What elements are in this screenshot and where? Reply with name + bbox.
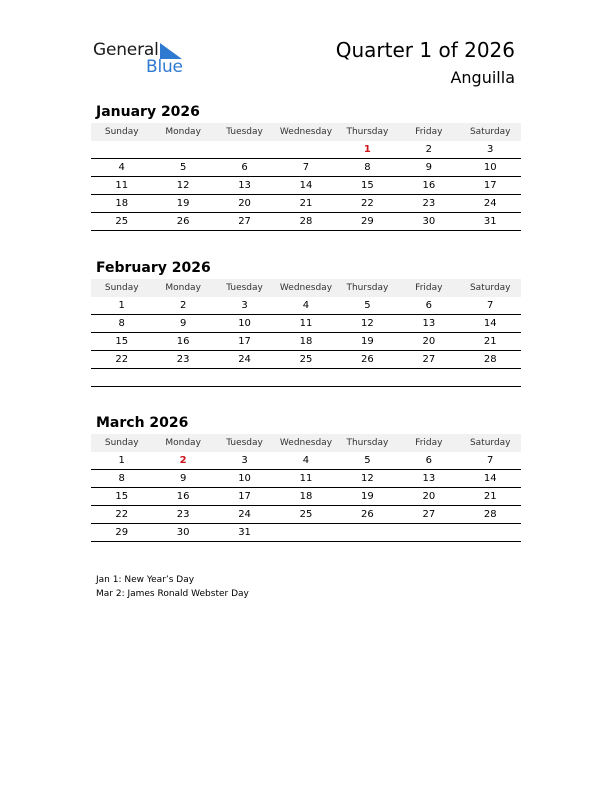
month-calendar-march: [91, 413, 521, 542]
day-cell: 5: [364, 455, 371, 466]
weekday-label: Tuesday: [226, 438, 263, 448]
day-cell: 10: [483, 162, 497, 173]
week-row: [91, 524, 521, 542]
day-cell: 26: [176, 216, 190, 227]
holiday-notes: [96, 573, 249, 601]
day-cell: 25: [299, 509, 313, 520]
day-cell: 9: [179, 473, 187, 484]
week-row: [91, 195, 521, 213]
day-cell: 5: [364, 300, 371, 311]
day-cell: [91, 141, 152, 158]
day-cell: 5: [179, 162, 187, 173]
week-row: [91, 213, 521, 231]
day-cell: 12: [361, 473, 374, 484]
day-cell: 9: [179, 318, 187, 329]
day-cell: 26: [361, 354, 374, 365]
day-cell: 13: [422, 473, 436, 484]
day-cell: 17: [238, 491, 251, 502]
week-row: [91, 506, 521, 524]
day-cell: 26: [361, 509, 374, 520]
day-cell: 4: [118, 162, 125, 173]
generalblue-logo: [93, 40, 193, 80]
day-cell: 10: [238, 318, 251, 329]
day-cell: 25: [115, 216, 129, 227]
holiday-note: Jan 1: New Year’s Day: [96, 575, 195, 585]
weekday-label: Sunday: [104, 438, 139, 448]
week-row: [91, 470, 521, 488]
day-cell: 31: [483, 216, 497, 227]
day-cell: [275, 141, 336, 158]
month-calendar-january: [91, 102, 521, 231]
weekday-label: Wednesday: [279, 127, 333, 137]
day-cell: 12: [176, 180, 190, 191]
day-cell: 8: [118, 318, 125, 329]
weekday-label: Monday: [165, 127, 201, 137]
day-cell: 23: [176, 354, 190, 365]
day-cell: [91, 369, 152, 386]
day-cell: 30: [422, 216, 436, 227]
day-cell: 8: [364, 162, 371, 173]
holiday-day-cell: 2: [179, 455, 187, 466]
weekday-header: [91, 123, 521, 141]
weekday-label: Saturday: [469, 127, 511, 137]
month-title: March 2026: [96, 415, 189, 431]
week-row: [91, 315, 521, 333]
day-cell: 24: [238, 509, 251, 520]
weekday-header: [91, 434, 521, 452]
week-row: [91, 351, 521, 369]
weekday-label: Sunday: [104, 127, 139, 137]
weekday-label: Friday: [415, 283, 443, 293]
day-cell: 19: [361, 491, 374, 502]
country-name: Anguilla: [450, 68, 515, 87]
day-cell: 15: [361, 180, 374, 191]
day-cell: 28: [483, 354, 497, 365]
day-cell: 2: [179, 300, 187, 311]
day-cell: 6: [425, 455, 432, 466]
day-cell: 19: [361, 336, 374, 347]
day-cell: 27: [422, 509, 436, 520]
day-cell: 16: [422, 180, 436, 191]
day-cell: 17: [238, 336, 251, 347]
day-cell: [460, 369, 521, 386]
week-row: [91, 141, 521, 159]
day-cell: [460, 524, 521, 541]
day-cell: 21: [483, 336, 497, 347]
day-cell: 25: [299, 354, 313, 365]
weekday-label: Friday: [415, 127, 443, 137]
weekday-header: [91, 279, 521, 297]
day-cell: [398, 524, 459, 541]
weekday-label: Saturday: [469, 438, 511, 448]
day-cell: 21: [483, 491, 497, 502]
day-cell: 15: [115, 491, 129, 502]
day-cell: 24: [238, 354, 251, 365]
day-cell: 18: [299, 336, 313, 347]
day-cell: 18: [299, 491, 313, 502]
day-cell: 14: [483, 318, 497, 329]
day-cell: 29: [361, 216, 374, 227]
weekday-label: Thursday: [346, 438, 389, 448]
page-title: Quarter 1 of 2026: [335, 38, 515, 62]
weekday-label: Tuesday: [226, 127, 263, 137]
day-cell: 13: [422, 318, 436, 329]
month-calendar-february: [91, 258, 521, 387]
day-cell: [398, 369, 459, 386]
weekday-label: Saturday: [469, 283, 511, 293]
logo-blue-text: Blue: [146, 57, 183, 77]
day-cell: 23: [176, 509, 190, 520]
day-cell: 6: [425, 300, 432, 311]
day-cell: 13: [238, 180, 251, 191]
day-cell: 7: [487, 455, 494, 466]
day-cell: 18: [115, 198, 129, 209]
day-cell: 7: [302, 162, 310, 173]
day-cell: 29: [115, 527, 129, 538]
day-cell: 6: [241, 162, 248, 173]
week-row: [91, 488, 521, 506]
day-cell: 7: [487, 300, 494, 311]
day-cell: [152, 369, 213, 386]
day-cell: 20: [422, 336, 436, 347]
weekday-label: Thursday: [346, 283, 389, 293]
weekday-label: Tuesday: [226, 283, 263, 293]
day-cell: 16: [176, 491, 190, 502]
weekday-label: Wednesday: [279, 283, 333, 293]
day-cell: 31: [238, 527, 251, 538]
day-cell: 22: [115, 509, 129, 520]
day-cell: 14: [299, 180, 313, 191]
day-cell: 4: [302, 455, 310, 466]
day-cell: 27: [238, 216, 251, 227]
weekday-label: Monday: [165, 283, 201, 293]
month-title: January 2026: [96, 104, 200, 120]
day-cell: 11: [115, 180, 129, 191]
day-cell: 3: [241, 300, 248, 311]
weekday-label: Wednesday: [279, 438, 333, 448]
week-row: [91, 333, 521, 351]
day-cell: 3: [487, 144, 494, 155]
day-cell: 20: [238, 198, 251, 209]
day-cell: 9: [425, 162, 432, 173]
day-cell: [337, 524, 398, 541]
day-cell: 21: [299, 198, 313, 209]
weekday-label: Thursday: [346, 127, 389, 137]
day-cell: 30: [176, 527, 190, 538]
day-cell: [337, 369, 398, 386]
day-cell: 1: [118, 300, 125, 311]
month-title: February 2026: [96, 260, 211, 276]
day-cell: 24: [483, 198, 497, 209]
day-cell: 19: [176, 198, 190, 209]
week-row: [91, 177, 521, 195]
day-cell: [275, 524, 336, 541]
day-cell: 1: [118, 455, 125, 466]
holiday-day-cell: 1: [363, 144, 371, 155]
day-cell: 27: [422, 354, 436, 365]
day-cell: [152, 141, 213, 158]
day-cell: 8: [118, 473, 125, 484]
day-cell: 11: [299, 318, 313, 329]
day-cell: 16: [176, 336, 190, 347]
week-row: [91, 297, 521, 315]
day-cell: [214, 141, 275, 158]
week-row: [91, 369, 521, 387]
day-cell: 4: [302, 300, 310, 311]
day-cell: 14: [483, 473, 497, 484]
day-cell: [214, 369, 275, 386]
day-cell: 2: [425, 144, 432, 155]
day-cell: 12: [361, 318, 374, 329]
day-cell: 22: [361, 198, 374, 209]
week-row: [91, 452, 521, 470]
day-cell: 23: [422, 198, 436, 209]
day-cell: 10: [238, 473, 251, 484]
day-cell: 22: [115, 354, 129, 365]
weekday-label: Friday: [415, 438, 443, 448]
day-cell: 11: [299, 473, 313, 484]
weekday-label: Sunday: [104, 283, 139, 293]
day-cell: 15: [115, 336, 129, 347]
week-row: [91, 159, 521, 177]
day-cell: 3: [241, 455, 248, 466]
day-cell: [275, 369, 336, 386]
weekday-label: Monday: [165, 438, 201, 448]
day-cell: 28: [483, 509, 497, 520]
day-cell: 28: [299, 216, 313, 227]
logo-general-text: General: [93, 40, 159, 60]
day-cell: 17: [483, 180, 497, 191]
holiday-note: Mar 2: James Ronald Webster Day: [96, 589, 249, 599]
day-cell: 20: [422, 491, 436, 502]
